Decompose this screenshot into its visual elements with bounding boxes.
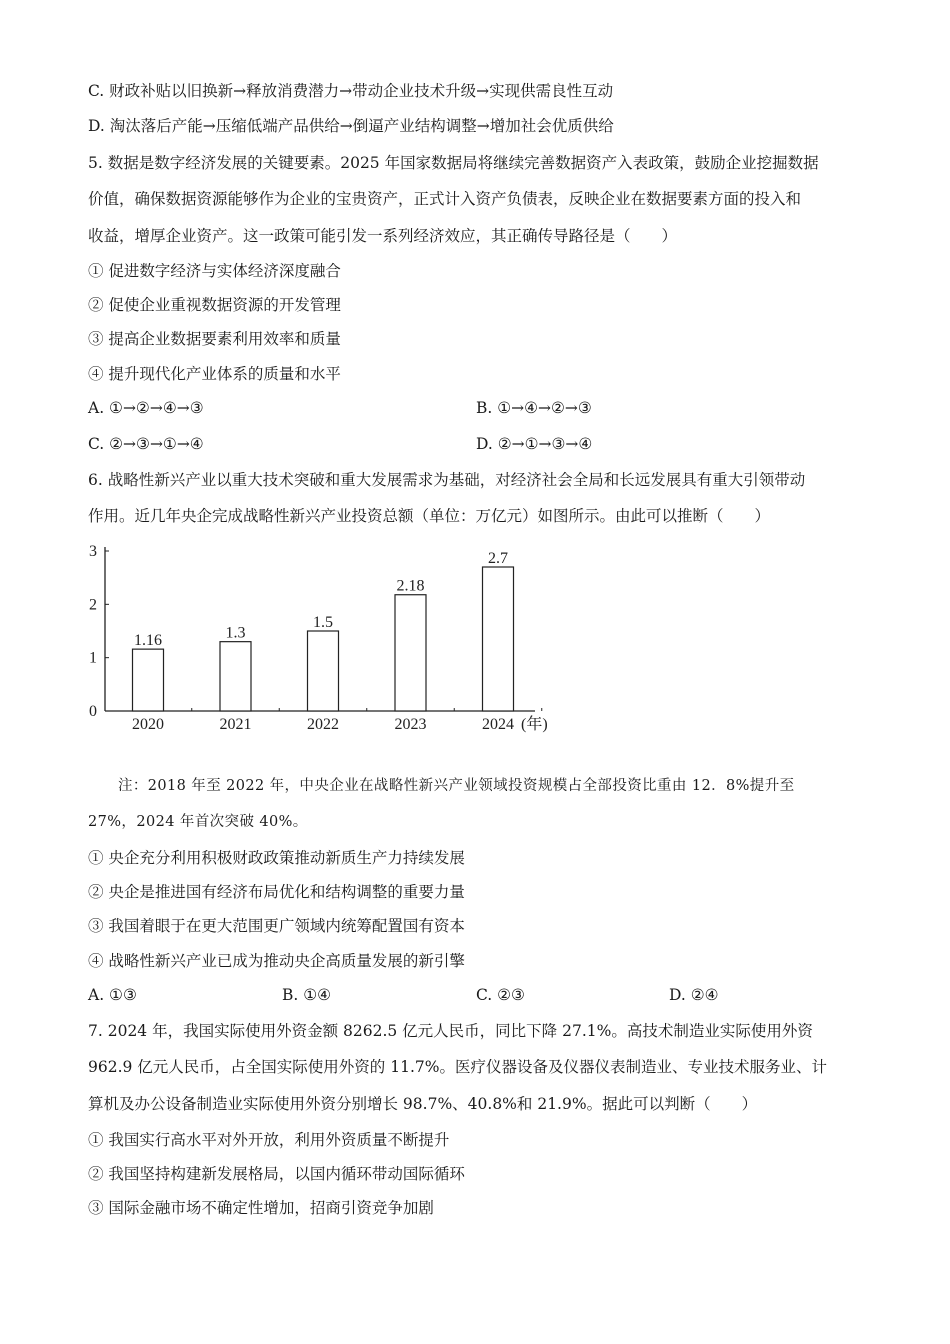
bar-2022	[308, 631, 339, 711]
q6-note-line-2: 27%，2024 年首次突破 40%。	[88, 814, 308, 830]
q6-item-2: ② 央企是推进国有经济布局优化和结构调整的重要力量	[88, 883, 465, 901]
bar-value-label: 2.7	[488, 550, 508, 567]
y-tick-label: 0	[89, 703, 97, 720]
bar-value-label: 1.5	[313, 614, 333, 631]
q5-stem-line-2: 价值，确保数据资源能够作为企业的宝贵资产，正式计入资产负债表，反映企业在数据要素方面的投入和	[88, 190, 802, 208]
q6-item-3: ③ 我国着眼于在更大范围更广领域内统筹配置国有资本	[88, 917, 465, 935]
x-axis-unit-label: (年)	[521, 716, 548, 733]
q5-option-b: B. ①→④→②→③	[476, 399, 592, 417]
q7-item-2: ② 我国坚持构建新发展格局，以国内循环带动国际循环	[88, 1165, 465, 1183]
q6-option-a: A. ①③	[88, 986, 137, 1004]
q4-option-c: C. 财政补贴以旧换新→释放消费潜力→带动企业技术升级→实现供需良性互动	[88, 82, 614, 100]
bar-2024	[483, 567, 514, 711]
q5-option-c: C. ②→③→①→④	[88, 435, 204, 453]
bar-2021	[220, 642, 251, 711]
bar-value-label: 1.16	[134, 632, 162, 650]
q7-item-3: ③ 国际金融市场不确定性增加，招商引资竞争加剧	[88, 1199, 434, 1217]
q4-option-d: D. 淘汰落后产能→压缩低端产品供给→倒逼产业结构调整→增加社会优质供给	[88, 117, 614, 135]
x-tick-label: 2024	[482, 716, 514, 733]
q6-item-4: ④ 战略性新兴产业已成为推动央企高质量发展的新引擎	[88, 952, 465, 970]
y-tick-label: 2	[89, 596, 97, 614]
y-tick-label: 1	[89, 649, 97, 667]
bar-2020	[133, 649, 164, 711]
y-tick-label: 3	[89, 543, 97, 560]
q7-stem-line-2: 962.9 亿元人民币，占全国实际使用外资的 11.7%。医疗仪器设备及仪器仪表制造业、专业技术服务业、计	[88, 1058, 827, 1076]
q6-option-c: C. ②③	[476, 986, 525, 1004]
q5-stem-line-3: 收益，增厚企业资产。这一政策可能引发一系列经济效应，其正确传导路径是（ ）	[88, 227, 678, 245]
q6-stem-line-1: 6. 战略性新兴产业以重大技术突破和重大发展需求为基础，对经济社会全局和长远发展具有重大引领带动	[88, 471, 806, 489]
q5-option-a: A. ①→②→④→③	[88, 399, 204, 417]
q5-item-4: ④ 提升现代化产业体系的质量和水平	[88, 365, 341, 383]
x-tick-label: 2021	[219, 716, 252, 733]
x-tick-label: 2020	[132, 716, 164, 733]
q5-item-2: ② 促使企业重视数据资源的开发管理	[88, 296, 341, 314]
q5-item-1: ① 促进数字经济与实体经济深度融合	[88, 262, 341, 280]
x-tick-label: 2022	[307, 716, 339, 733]
investment-bar-chart	[80, 535, 560, 740]
q5-stem-line-1: 5. 数据是数字经济发展的关键要素。2025 年国家数据局将继续完善数据资产入表政策，鼓励企业挖掘数据	[88, 154, 819, 172]
bar-value-label: 1.3	[225, 624, 246, 642]
q5-item-3: ③ 提高企业数据要素利用效率和质量	[88, 330, 341, 348]
q6-option-d: D. ②④	[669, 986, 719, 1004]
q5-option-d: D. ②→①→③→④	[476, 435, 593, 453]
q7-stem-line-3: 算机及办公设备制造业实际使用外资分别增长 98.7%、40.8%和 21.9%。据此可以判断（ ）	[88, 1095, 758, 1113]
q6-stem-line-2: 作用。近几年央企完成战略性新兴产业投资总额（单位：万亿元）如图所示。由此可以推断（ ）	[88, 507, 771, 525]
q6-note-line-1: 注：2018 年至 2022 年，中央企业在战略性新兴产业领域投资规模占全部投资比重由 12．8%提升至	[118, 778, 795, 794]
x-tick-label: 2023	[394, 716, 427, 733]
q6-option-b: B. ①④	[282, 986, 332, 1004]
q6-item-1: ① 央企充分利用积极财政政策推动新质生产力持续发展	[88, 849, 465, 867]
bar-value-label: 2.18	[396, 577, 425, 595]
bar-2023	[395, 595, 426, 711]
q7-item-1: ① 我国实行高水平对外开放，利用外资质量不断提升	[88, 1131, 450, 1149]
q7-stem-line-1: 7. 2024 年，我国实际使用外资金额 8262.5 亿元人民币，同比下降 27.1%。高技术制造业实际使用外资	[88, 1022, 813, 1040]
